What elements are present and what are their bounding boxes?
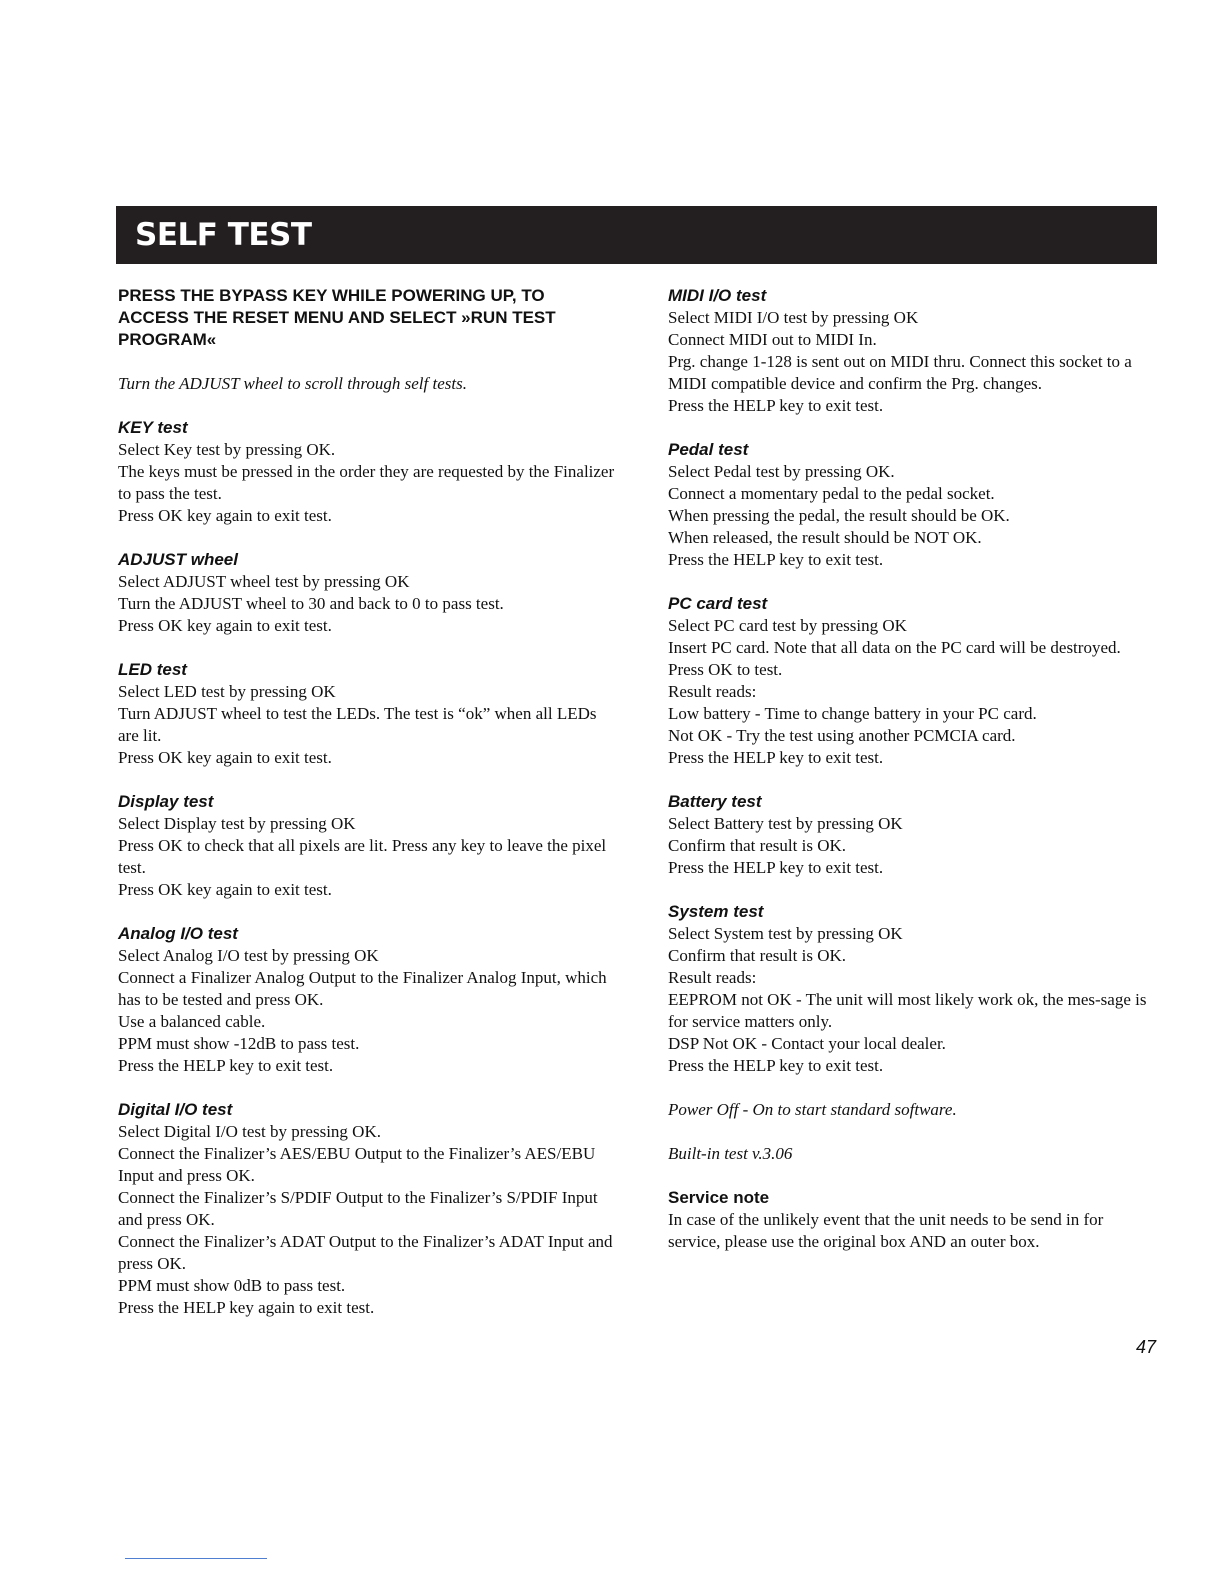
section-line: Select ADJUST wheel test by pressing OK bbox=[118, 572, 410, 591]
section-line: Connect the Finalizer’s S/PDIF Output to the Finalizer’s S/PDIF Input and press OK. bbox=[118, 1188, 598, 1229]
section-line: Press OK key again to exit test. bbox=[118, 880, 332, 899]
section-heading: MIDI I/O test bbox=[668, 286, 767, 305]
section-heading: Digital I/O test bbox=[118, 1100, 233, 1119]
section-battery-test bbox=[668, 791, 1158, 879]
scroll-note: Turn the ADJUST wheel to scroll through self tests. bbox=[118, 374, 467, 393]
section-pc-card-test bbox=[668, 593, 1158, 769]
section-line: When released, the result should be NOT OK. bbox=[668, 528, 982, 547]
section-heading: Battery test bbox=[668, 792, 762, 811]
section-line: Press the HELP key again to exit test. bbox=[118, 1298, 375, 1317]
section-line: Press the HELP key to exit test. bbox=[118, 1056, 334, 1075]
section-line: Low battery - Time to change battery in your PC card. bbox=[668, 704, 1037, 723]
section-line: Press OK to check that all pixels are lit. Press any key to leave the pixel test. bbox=[118, 836, 607, 877]
section-line: PPM must show 0dB to pass test. bbox=[118, 1276, 346, 1295]
section-line: Press OK to test. bbox=[668, 660, 783, 679]
section-line: Connect a momentary pedal to the pedal socket. bbox=[668, 484, 995, 503]
section-line: Confirm that result is OK. bbox=[668, 946, 847, 965]
section-line: Connect the Finalizer’s ADAT Output to the Finalizer’s ADAT Input and press OK. bbox=[118, 1232, 613, 1273]
section-line: Prg. change 1-128 is sent out on MIDI thru. Connect this socket to a MIDI compatible device and confirm the Prg. changes. bbox=[668, 352, 1132, 393]
section-line: Press the HELP key to exit test. bbox=[668, 748, 884, 767]
section-line: Select System test by pressing OK bbox=[668, 924, 903, 943]
service-note-text: In case of the unlikely event that the unit needs to be send in for service, please use the original box AND an outer box. bbox=[668, 1210, 1104, 1251]
section-line: Turn the ADJUST wheel to 30 and back to 0 to pass test. bbox=[118, 594, 504, 613]
section-heading: Pedal test bbox=[668, 440, 749, 459]
section-line: Connect a Finalizer Analog Output to the Finalizer Analog Input, which has to be tested and press OK. bbox=[118, 968, 607, 1009]
section-heading: Analog I/O test bbox=[118, 924, 238, 943]
section-line: Confirm that result is OK. bbox=[668, 836, 847, 855]
section-heading: LED test bbox=[118, 660, 187, 679]
service-note-heading: Service note bbox=[668, 1188, 770, 1207]
section-line: Select PC card test by pressing OK bbox=[668, 616, 907, 635]
left-column bbox=[118, 285, 618, 1341]
section-midi-i-o-test bbox=[668, 285, 1158, 417]
section-line: Insert PC card. Note that all data on the PC card will be destroyed. bbox=[668, 638, 1121, 657]
section-line: Result reads: bbox=[668, 968, 757, 987]
section-pedal-test bbox=[668, 439, 1158, 571]
section-line: Select Display test by pressing OK bbox=[118, 814, 356, 833]
section-line: Select Digital I/O test by pressing OK. bbox=[118, 1122, 381, 1141]
page-number: 47 bbox=[1135, 1337, 1156, 1357]
section-line: Not OK - Try the test using another PCMCIA card. bbox=[668, 726, 1016, 745]
page-title: SELF TEST bbox=[135, 217, 312, 253]
section-line: Turn ADJUST wheel to test the LEDs. The test is “ok” when all LEDs are lit. bbox=[118, 704, 597, 745]
section-line: Select Analog I/O test by pressing OK bbox=[118, 946, 379, 965]
power-note: Power Off - On to start standard software. bbox=[668, 1100, 957, 1119]
section-line: Press OK key again to exit test. bbox=[118, 748, 332, 767]
left-sections bbox=[118, 417, 618, 1319]
section-line: PPM must show -12dB to pass test. bbox=[118, 1034, 360, 1053]
section-heading: PC card test bbox=[668, 594, 768, 613]
title-bar bbox=[116, 206, 1157, 264]
section-line: Connect MIDI out to MIDI In. bbox=[668, 330, 877, 349]
section-line: Press the HELP key to exit test. bbox=[668, 1056, 884, 1075]
right-sections bbox=[668, 285, 1158, 1077]
version-note: Built-in test v.3.06 bbox=[668, 1144, 793, 1163]
section-adjust-wheel bbox=[118, 549, 618, 637]
section-line: When pressing the pedal, the result should be OK. bbox=[668, 506, 1010, 525]
section-line: Connect the Finalizer’s AES/EBU Output to the Finalizer’s AES/EBU Input and press OK. bbox=[118, 1144, 596, 1185]
section-line: Press the HELP key to exit test. bbox=[668, 396, 884, 415]
section-heading: Display test bbox=[118, 792, 214, 811]
intro-instruction: PRESS THE BYPASS KEY WHILE POWERING UP, TO ACCESS THE RESET MENU AND SELECT »RUN TEST PROGRAM« bbox=[118, 286, 556, 349]
section-line: Press OK key again to exit test. bbox=[118, 616, 332, 635]
right-column bbox=[668, 285, 1158, 1275]
section-line: EEPROM not OK - The unit will most likely work ok, the mes-sage is for service matters only. bbox=[668, 990, 1147, 1031]
section-line: Select Pedal test by pressing OK. bbox=[668, 462, 895, 481]
service-note bbox=[668, 1187, 1158, 1253]
section-line: Select Key test by pressing OK. bbox=[118, 440, 336, 459]
section-display-test bbox=[118, 791, 618, 901]
section-line: Press the HELP key to exit test. bbox=[668, 858, 884, 877]
footer-rule bbox=[125, 1558, 267, 1559]
section-line: Press the HELP key to exit test. bbox=[668, 550, 884, 569]
section-line: Select Battery test by pressing OK bbox=[668, 814, 903, 833]
section-line: DSP Not OK - Contact your local dealer. bbox=[668, 1034, 946, 1053]
section-digital-i-o-test bbox=[118, 1099, 618, 1319]
section-heading: ADJUST wheel bbox=[118, 550, 238, 569]
section-line: Select MIDI I/O test by pressing OK bbox=[668, 308, 919, 327]
section-heading: KEY test bbox=[118, 418, 188, 437]
section-line: Press OK key again to exit test. bbox=[118, 506, 332, 525]
section-key-test bbox=[118, 417, 618, 527]
section-line: Select LED test by pressing OK bbox=[118, 682, 336, 701]
section-heading: System test bbox=[668, 902, 764, 921]
section-analog-i-o-test bbox=[118, 923, 618, 1077]
section-system-test bbox=[668, 901, 1158, 1077]
section-line: The keys must be pressed in the order they are requested by the Finalizer to pass the test. bbox=[118, 462, 615, 503]
section-line: Use a balanced cable. bbox=[118, 1012, 266, 1031]
section-led-test bbox=[118, 659, 618, 769]
section-line: Result reads: bbox=[668, 682, 757, 701]
